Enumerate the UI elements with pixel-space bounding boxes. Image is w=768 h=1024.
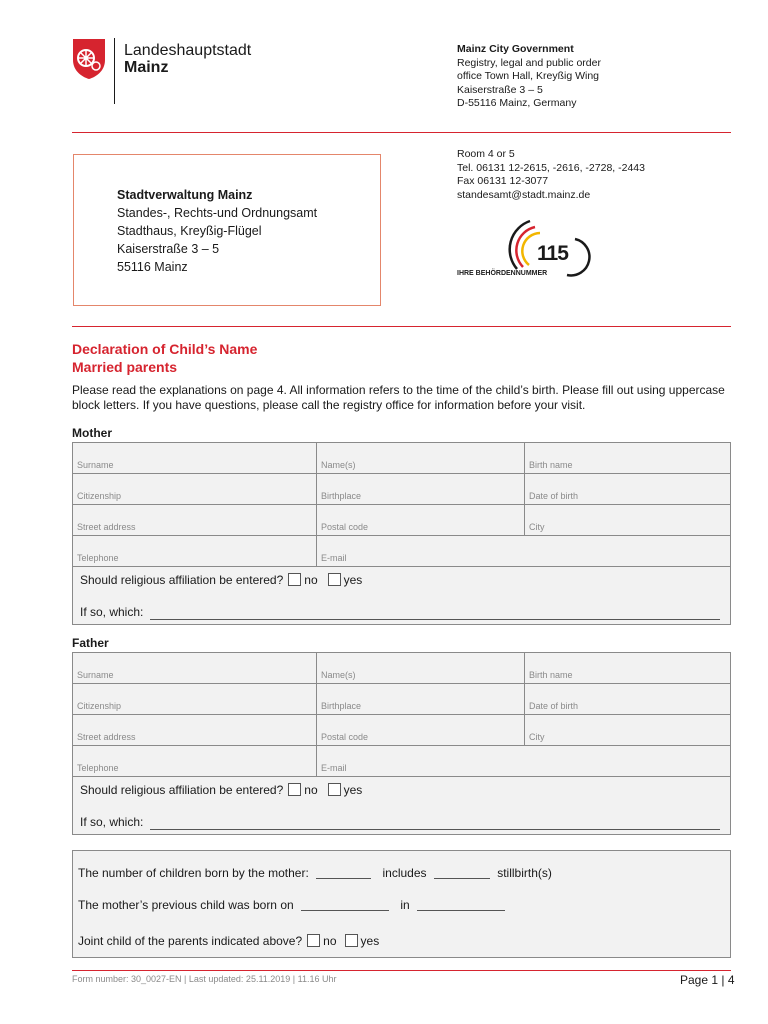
no-label: no xyxy=(323,934,337,948)
previous-child-place-input[interactable] xyxy=(417,898,505,911)
field-label: Street address xyxy=(77,732,136,742)
field-label: Date of birth xyxy=(529,491,579,501)
children-count-label: The number of children born by the mother: xyxy=(78,866,309,880)
contact-room: Room 4 or 5 xyxy=(457,148,515,160)
joint-child-label: Joint child of the parents indicated above? xyxy=(78,934,303,948)
form-info: Form number: 30_0027-EN | Last updated: 25.11.2019 | 11.16 Uhr xyxy=(72,974,337,984)
field-label: Telephone xyxy=(77,553,119,563)
no-label: no xyxy=(304,783,318,797)
header-rule xyxy=(72,132,731,133)
field-label: City xyxy=(529,732,545,742)
field-label: Birth name xyxy=(529,460,573,470)
badge-caption: IHRE BEHÖRDENNUMMER xyxy=(457,270,548,277)
field-label: Surname xyxy=(77,670,114,680)
contact-email[interactable]: standesamt@stadt.mainz.de xyxy=(457,188,591,201)
father-birthplace-field[interactable] xyxy=(317,684,525,714)
table-row xyxy=(73,536,730,567)
table-row xyxy=(73,746,730,777)
father-email-field[interactable] xyxy=(317,746,730,776)
stillbirth-count-input[interactable] xyxy=(434,866,490,879)
father-street-field[interactable] xyxy=(73,715,317,745)
father-surname-field[interactable] xyxy=(73,653,317,683)
in-label: in xyxy=(400,898,410,912)
intro-text: Please read the explanations on page 4. All information refers to the time of the child’s birth. Please fill out using uppercase block letters. If you have questions, please call the registry office for information before your visit. xyxy=(72,383,725,412)
service-number-badge xyxy=(455,213,600,283)
field-label: Birthplace xyxy=(321,701,362,711)
mother-city-field[interactable] xyxy=(525,505,730,535)
mother-names-field[interactable] xyxy=(317,443,525,473)
contact-fax: Fax 06131 12-3077 xyxy=(457,175,549,187)
religion-question: Should religious affiliation be entered? xyxy=(80,783,284,797)
field-label: Postal code xyxy=(321,732,369,742)
brand-line1: Landeshauptstadt xyxy=(124,42,252,59)
office-line: Kaiserstraße 3 – 5 xyxy=(457,83,543,96)
father-birth-name-field[interactable] xyxy=(525,653,730,683)
field-label: Street address xyxy=(77,522,136,532)
table-row xyxy=(73,505,730,536)
table-row xyxy=(73,474,730,505)
mother-section-title: Mother xyxy=(72,426,112,440)
father-citizenship-field[interactable] xyxy=(73,684,317,714)
previous-child-row xyxy=(78,898,509,912)
children-count-row xyxy=(78,866,552,880)
field-label: Name(s) xyxy=(321,460,356,470)
contact-tel: Tel. 06131 12-2615, -2616, -2728, -2443 xyxy=(457,161,645,174)
father-table xyxy=(72,652,731,835)
table-row xyxy=(73,443,730,474)
children-count-input[interactable] xyxy=(316,866,371,879)
badge-number: 115 xyxy=(537,242,568,265)
office-line: Registry, legal and public order xyxy=(457,56,601,69)
field-label: Birth name xyxy=(529,670,573,680)
mother-surname-field[interactable] xyxy=(73,443,317,473)
mother-birth-name-field[interactable] xyxy=(525,443,730,473)
mother-citizenship-field[interactable] xyxy=(73,474,317,504)
mother-religion-yes-checkbox[interactable] xyxy=(328,573,341,586)
religion-which-label: If so, which: xyxy=(80,815,144,829)
mother-table xyxy=(72,442,731,625)
previous-child-label: The mother’s previous child was born on xyxy=(78,898,294,912)
no-label: no xyxy=(304,573,318,587)
mother-postal-field[interactable] xyxy=(317,505,525,535)
brand-line2: Mainz xyxy=(124,59,169,76)
field-label: E-mail xyxy=(321,553,347,563)
stillbirth-label: stillbirth(s) xyxy=(497,866,552,880)
yes-label: yes xyxy=(343,573,363,587)
table-row xyxy=(73,715,730,746)
mother-email-field[interactable] xyxy=(317,536,730,566)
address-line: 55116 Mainz xyxy=(117,260,188,274)
father-names-field[interactable] xyxy=(317,653,525,683)
address-line: Kaiserstraße 3 – 5 xyxy=(117,242,220,256)
joint-child-yes-checkbox[interactable] xyxy=(345,934,358,947)
brand-divider xyxy=(114,38,115,104)
mainz-coat-of-arms-icon xyxy=(72,38,106,80)
field-label: Date of birth xyxy=(529,701,579,711)
footer-rule xyxy=(72,970,731,971)
joint-child-row xyxy=(78,934,379,948)
yes-label: yes xyxy=(343,783,363,797)
mother-religion-input[interactable] xyxy=(150,619,720,620)
includes-label: includes xyxy=(382,866,427,880)
religion-question: Should religious affiliation be entered? xyxy=(80,573,284,587)
field-label: E-mail xyxy=(321,763,347,773)
field-label: Citizenship xyxy=(77,491,122,501)
father-telephone-field[interactable] xyxy=(73,746,317,776)
field-label: Telephone xyxy=(77,763,119,773)
father-city-field[interactable] xyxy=(525,715,730,745)
mother-telephone-field[interactable] xyxy=(73,536,317,566)
mother-religion-no-checkbox[interactable] xyxy=(288,573,301,586)
father-section-title: Father xyxy=(72,636,109,650)
mother-religion-row xyxy=(73,567,730,624)
address-line: Stadthaus, Kreyßig-Flügel xyxy=(117,224,262,238)
field-label: Birthplace xyxy=(321,491,362,501)
field-label: Name(s) xyxy=(321,670,356,680)
father-religion-row xyxy=(73,777,730,834)
joint-child-no-checkbox[interactable] xyxy=(307,934,320,947)
father-religion-input[interactable] xyxy=(150,829,720,830)
office-address xyxy=(457,43,601,111)
religion-question-row xyxy=(80,573,362,587)
children-box xyxy=(72,850,731,958)
father-religion-yes-checkbox[interactable] xyxy=(328,783,341,796)
religion-which-label: If so, which: xyxy=(80,605,144,619)
mother-street-field[interactable] xyxy=(73,505,317,535)
recipient-address xyxy=(117,186,317,276)
form-subtitle: Married parents xyxy=(72,359,178,375)
father-date-of-birth-field[interactable] xyxy=(525,684,730,714)
office-name: Mainz City Government xyxy=(457,43,574,55)
section-rule xyxy=(72,326,731,327)
father-postal-field[interactable] xyxy=(317,715,525,745)
field-label: City xyxy=(529,522,545,532)
previous-child-date-input[interactable] xyxy=(301,898,389,911)
field-label: Surname xyxy=(77,460,114,470)
office-line: D-55116 Mainz, Germany xyxy=(457,97,577,109)
contact-info xyxy=(457,148,645,202)
mother-date-of-birth-field[interactable] xyxy=(525,474,730,504)
yes-label: yes xyxy=(360,934,380,948)
page-number: Page 1 | 4 xyxy=(680,973,735,987)
religion-question-row xyxy=(80,783,362,797)
table-row xyxy=(73,653,730,684)
mother-birthplace-field[interactable] xyxy=(317,474,525,504)
office-line: office Town Hall, Kreyßig Wing xyxy=(457,70,600,82)
table-row xyxy=(73,684,730,715)
address-line: Stadtverwaltung Mainz xyxy=(117,188,253,202)
form-title: Declaration of Child’s Name xyxy=(72,341,258,357)
field-label: Citizenship xyxy=(77,701,122,711)
address-line: Standes-, Rechts-und Ordnungsamt xyxy=(117,206,318,220)
field-label: Postal code xyxy=(321,522,369,532)
father-religion-no-checkbox[interactable] xyxy=(288,783,301,796)
